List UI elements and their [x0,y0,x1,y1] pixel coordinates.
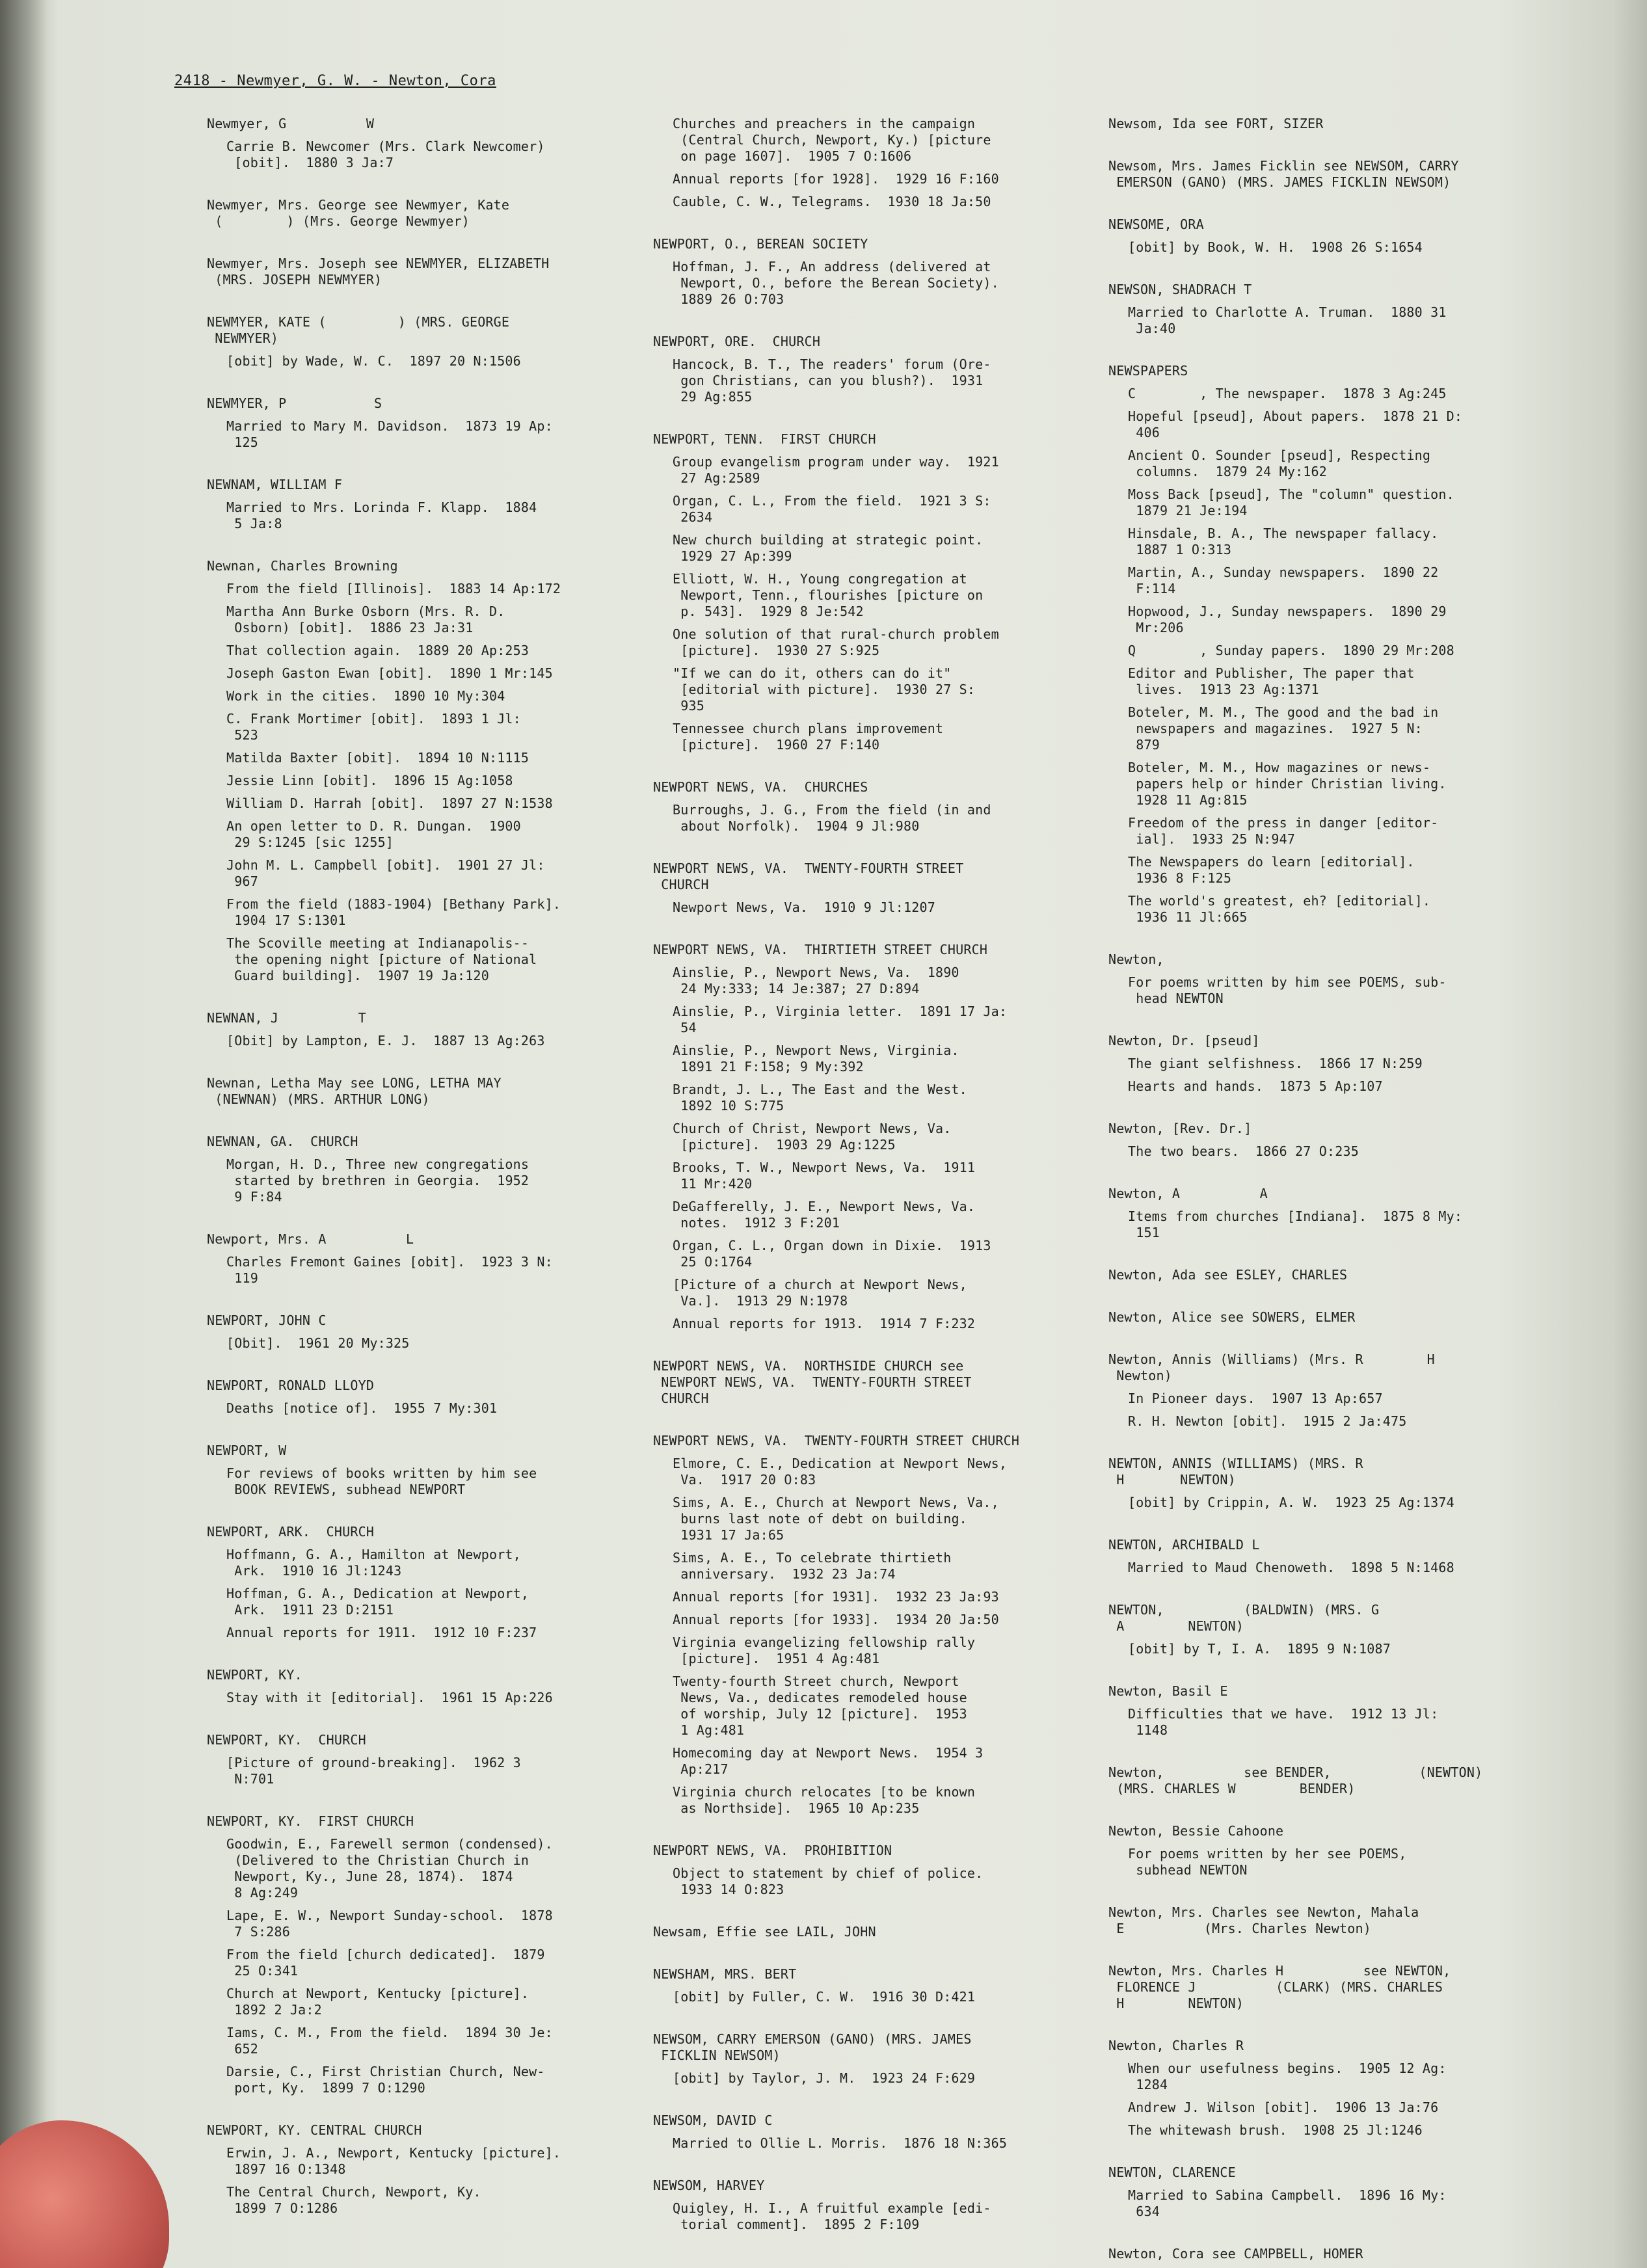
index-entry [207,1813,656,2096]
entry-heading: Newsam, Effie see LAIL, JOHN [653,1924,876,1940]
citation-line: Elmore, C. E., Dedication at Newport News, Va. 1917 20 O:83 [673,1456,1008,1488]
citation-line: Annual reports [for 1928]. 1929 16 F:160 [673,171,999,187]
citation-line: The Central Church, Newport, Ky. 1899 7 O:1286 [226,2184,481,2216]
index-entry [207,1443,656,1498]
citation-line: Brooks, T. W., Newport News, Va. 1911 11 Mr:420 [673,1160,976,1192]
book-spine-shadow [0,0,46,2268]
index-entry [1108,1823,1577,1878]
index-entry [1108,2246,1577,2262]
citation-line: Jessie Linn [obit]. 1896 15 Ag:1058 [226,773,513,788]
citation-line: Ainslie, P., Newport News, Va. 1890 24 My:333; 14 Je:387; 27 D:894 [673,965,959,996]
index-entry [653,236,1108,308]
citation-line: Martin, A., Sunday newspapers. 1890 22 F:114 [1128,565,1439,596]
index-entry [653,1924,1108,1940]
citation-line: The Scoville meeting at Indianapolis-- the opening night [picture of National Guard building]. 1907 19 Ja:120 [226,935,537,983]
index-entry [653,1966,1108,2005]
citation-line: C. Frank Mortimer [obit]. 1893 1 Jl: 523 [226,711,521,743]
index-column-1 [207,116,656,2217]
citation-line: Virginia evangelizing fellowship rally [picture]. 1951 4 Ag:481 [673,1634,976,1666]
citation-line: Ancient O. Sounder [pseud], Respecting columns. 1879 24 My:162 [1128,447,1431,479]
index-entry [207,1378,656,1417]
entry-heading: NEWPORT NEWS, VA. CHURCHES [653,779,868,795]
entry-heading: NEWSOM, CARRY EMERSON (GANO) (MRS. JAMES FICKLIN NEWSOM) [653,2031,972,2063]
citation-line: Tennessee church plans improvement [picture]. 1960 27 F:140 [673,721,944,753]
entry-heading: Newton, Mrs. Charles see Newton, Mahala E (Mrs. Charles Newton) [1108,1904,1419,1936]
citation-line: William D. Harrah [obit]. 1897 27 N:1538 [226,795,553,811]
citation-line: Married to Charlotte A. Truman. 1880 31 Ja:40 [1128,304,1447,336]
index-column-2 [653,116,1108,2233]
index-entry [653,2178,1108,2233]
citation-line: Married to Mary M. Davidson. 1873 19 Ap: 125 [226,418,553,450]
entry-heading: NEWNAM, WILLIAM F [207,477,343,492]
index-entry [1108,1309,1577,1326]
citation-line: Married to Sabina Campbell. 1896 16 My: 634 [1128,2187,1447,2219]
citation-line: Hopeful [pseud], About papers. 1878 21 D: 406 [1128,408,1463,440]
citation-line: Boteler, M. M., How magazines or news- papers help or hinder Christian living. 1928 11 Ag:815 [1128,760,1447,808]
citation-line: For reviews of books written by him see BOOK REVIEWS, subhead NEWPORT [226,1465,537,1497]
entry-heading: Newton, Ada see ESLEY, CHARLES [1108,1267,1348,1283]
citation-line: Boteler, M. M., The good and the bad in newspapers and magazines. 1927 5 N: 879 [1128,704,1439,753]
citation-line: Virginia church relocates [to be known as Northside]. 1965 10 Ap:235 [673,1784,976,1816]
index-entry [1108,1602,1577,1657]
entry-heading: NEWSOM, HARVEY [653,2178,765,2193]
citation-line: When our usefulness begins. 1905 12 Ag: 1284 [1128,2061,1447,2092]
index-entry [207,116,656,171]
citation-line: Churches and preachers in the campaign (Central Church, Newport, Ky.) [picture on page 1607]. 1905 7 O:1606 [673,116,991,164]
index-entry [207,1231,656,1287]
index-entry [653,1433,1108,1817]
entry-heading: Newton, Dr. [pseud] [1108,1033,1260,1048]
citation-line: Q , Sunday papers. 1890 29 Mr:208 [1128,643,1454,658]
entry-heading: NEWPORT, KY. CENTRAL CHURCH [207,2122,422,2138]
citation-line: Married to Ollie L. Morris. 1876 18 N:365 [673,2135,1008,2151]
citation-line: Sims, A. E., To celebrate thirtieth anniversary. 1932 23 Ja:74 [673,1550,952,1582]
citation-line: From the field [church dedicated]. 1879 25 O:341 [226,1947,545,1979]
citation-line: Organ, C. L., Organ down in Dixie. 1913 25 O:1764 [673,1238,991,1270]
entry-heading: NEWPORT, KY. [207,1667,302,1683]
citation-line: Charles Fremont Gaines [obit]. 1923 3 N: 119 [226,1254,553,1286]
index-entry [207,477,656,532]
citation-line: The two bears. 1866 27 O:235 [1128,1143,1359,1159]
citation-line: [obit] by Book, W. H. 1908 26 S:1654 [1128,239,1423,255]
index-entry [1108,1963,1577,2012]
entry-heading: Newton, A A [1108,1186,1268,1201]
citation-line: [obit] by Crippin, A. W. 1923 25 Ag:1374 [1128,1495,1454,1510]
page-header: 2418 - Newmyer, G. W. - Newton, Cora [174,73,496,89]
citation-line: The Newspapers do learn [editorial]. 1936 8 F:125 [1128,854,1415,886]
citation-line: Hearts and hands. 1873 5 Ap:107 [1128,1078,1383,1094]
citation-line: Homecoming day at Newport News. 1954 3 Ap:217 [673,1745,984,1777]
citation-line: Freedom of the press in danger [editor- ial]. 1933 25 N:947 [1128,815,1439,847]
entry-heading: NEWSON, SHADRACH T [1108,282,1252,297]
index-entry [207,1524,656,1641]
index-entry [1108,952,1577,1007]
citation-line: Annual reports for 1911. 1912 10 F:237 [226,1625,537,1640]
index-entry [1108,2165,1577,2220]
citation-line: Andrew J. Wilson [obit]. 1906 13 Ja:76 [1128,2100,1439,2115]
citation-line: Editor and Publisher, The paper that lives. 1913 23 Ag:1371 [1128,665,1415,697]
entry-heading: Newton, see BENDER, (NEWTON) (MRS. CHARLES W BENDER) [1108,1765,1483,1796]
index-entry [1108,1267,1577,1283]
index-entry [207,314,656,369]
citation-line: DeGafferelly, J. E., Newport News, Va. notes. 1912 3 F:201 [673,1199,976,1231]
citation-line: Object to statement by chief of police. 1933 14 O:823 [673,1865,984,1897]
entry-heading: NEWSOME, ORA [1108,217,1204,232]
citation-line: The world's greatest, eh? [editorial]. 1936 11 Jl:665 [1128,893,1431,925]
entry-heading: NEWTON, ANNIS (WILLIAMS) (MRS. R H NEWTON) [1108,1456,1363,1488]
citation-line: [obit] by T, I. A. 1895 9 N:1087 [1128,1641,1391,1657]
citation-line: [obit] by Wade, W. C. 1897 20 N:1506 [226,353,521,369]
citation-line: Work in the cities. 1890 10 My:304 [226,688,505,704]
index-entry [653,116,1108,210]
entry-heading: Newport, Mrs. A L [207,1231,414,1247]
citation-line: [obit] by Taylor, J. M. 1923 24 F:629 [673,2070,976,2086]
entry-heading: Newnan, Charles Browning [207,558,398,574]
citation-line: In Pioneer days. 1907 13 Ap:657 [1128,1391,1383,1406]
citation-line: Carrie B. Newcomer (Mrs. Clark Newcomer) [obit]. 1880 3 Ja:7 [226,139,545,170]
entry-heading: NEWPORT, TENN. FIRST CHURCH [653,431,876,447]
citation-line: Moss Back [pseud], The "column" question. 1879 21 Je:194 [1128,487,1454,518]
citation-line: [obit] by Fuller, C. W. 1916 30 D:421 [673,1989,976,2005]
citation-line: Hoffmann, G. A., Hamilton at Newport, Ark. 1910 16 Jl:1243 [226,1547,521,1579]
entry-heading: NEWSOM, DAVID C [653,2113,773,2128]
reader-thumb [0,2120,169,2268]
entry-heading: Newmyer, Mrs. George see Newmyer, Kate ( ) (Mrs. George Newmyer) [207,197,510,229]
entry-heading: NEWPORT, ORE. CHURCH [653,334,821,349]
citation-line: That collection again. 1889 20 Ap:253 [226,643,529,658]
index-entry [1108,158,1577,191]
index-entry [207,256,656,288]
citation-line: [Obit]. 1961 20 My:325 [226,1335,410,1351]
index-entry [207,395,656,451]
index-entry [1108,1456,1577,1511]
citation-line: Martha Ann Burke Osborn (Mrs. R. D. Osborn) [obit]. 1886 23 Ja:31 [226,604,505,635]
citation-line: Organ, C. L., From the field. 1921 3 S: 2634 [673,493,991,525]
citation-line: [Picture of ground-breaking]. 1962 3 N:701 [226,1755,521,1787]
index-entry [1108,116,1577,132]
citation-line: Married to Maud Chenoweth. 1898 5 N:1468 [1128,1560,1454,1575]
index-entry [653,431,1108,753]
citation-line: Brandt, J. L., The East and the West. 1892 10 S:775 [673,1082,967,1114]
index-entry [207,558,656,984]
index-entry [207,1134,656,1205]
citation-line: Hancock, B. T., The readers' forum (Ore- gon Christians, can you blush?). 1931 29 Ag:855 [673,356,991,405]
index-entry [207,1667,656,1706]
citation-line: Elliott, W. H., Young congregation at Newport, Tenn., flourishes [picture on p. 543]. 1929 8 Je:542 [673,571,984,619]
citation-line: C , The newspaper. 1878 3 Ag:245 [1128,386,1447,401]
citation-line: Deaths [notice of]. 1955 7 My:301 [226,1400,498,1416]
index-entry [653,779,1108,834]
entry-heading: Newsom, Mrs. James Ficklin see NEWSOM, CARRY EMERSON (GANO) (MRS. JAMES FICKLIN NEWSOM) [1108,158,1459,190]
entry-heading: Newmyer, Mrs. Joseph see NEWMYER, ELIZABETH (MRS. JOSEPH NEWMYER) [207,256,550,287]
entry-heading: NEWTON, (BALDWIN) (MRS. G A NEWTON) [1108,1602,1380,1634]
index-entry [1108,1033,1577,1095]
entry-heading: Newnan, Letha May see LONG, LETHA MAY (NEWNAN) (MRS. ARTHUR LONG) [207,1075,502,1107]
entry-heading: NEWPORT, ARK. CHURCH [207,1524,375,1540]
citation-line: Married to Mrs. Lorinda F. Klapp. 1884 5 Ja:8 [226,500,537,531]
citation-line: Annual reports [for 1931]. 1932 23 Ja:93 [673,1589,999,1605]
citation-line: Hinsdale, B. A., The newspaper fallacy. 1887 1 O:313 [1128,526,1439,557]
citation-line: Iams, C. M., From the field. 1894 30 Je: 652 [226,2025,553,2057]
index-entry [207,1075,656,1108]
index-entry [653,1843,1108,1898]
entry-heading: NEWSHAM, MRS. BERT [653,1966,797,1982]
index-entry [207,1732,656,1787]
index-entry [1108,1683,1577,1739]
citation-line: Newport News, Va. 1910 9 Jl:1207 [673,900,935,915]
citation-line: Morgan, H. D., Three new congregations started by brethren in Georgia. 1952 9 F:84 [226,1156,529,1205]
entry-heading: NEWPORT, JOHN C [207,1313,327,1328]
entry-heading: NEWPORT NEWS, VA. PROHIBITION [653,1843,892,1858]
index-entry [207,1313,656,1352]
entry-heading: Newton, Annis (Williams) (Mrs. R H Newton) [1108,1352,1435,1383]
citation-line: Difficulties that we have. 1912 13 Jl: 1148 [1128,1706,1439,1738]
citation-line: [Obit] by Lampton, E. J. 1887 13 Ag:263 [226,1033,545,1048]
citation-line: Cauble, C. W., Telegrams. 1930 18 Ja:50 [673,194,991,209]
index-entry [653,334,1108,405]
index-entry [1108,363,1577,926]
entry-heading: Newton, Mrs. Charles H see NEWTON, FLORENCE J (CLARK) (MRS. CHARLES H NEWTON) [1108,1963,1451,2011]
citation-line: John M. L. Campbell [obit]. 1901 27 Jl: 967 [226,857,545,889]
citation-line: Hoffman, J. F., An address (delivered at Newport, O., before the Berean Society). 1889 26 O:703 [673,259,999,307]
entry-heading: Newton, Cora see CAMPBELL, HOMER [1108,2246,1363,2261]
citation-line: Erwin, J. A., Newport, Kentucky [picture]. 1897 16 O:1348 [226,2145,561,2177]
citation-line: Joseph Gaston Ewan [obit]. 1890 1 Mr:145 [226,665,553,681]
index-entry [653,2031,1108,2087]
index-column-3 [1108,116,1577,2262]
index-entry [1108,1765,1577,1797]
index-entry [1108,1352,1577,1430]
citation-line: Quigley, H. I., A fruitful example [edi- torial comment]. 1895 2 F:109 [673,2200,991,2232]
entry-heading: NEWNAN, J T [207,1010,366,1026]
entry-heading: Newmyer, G W [207,116,375,131]
citation-line: "If we can do it, others can do it" [editorial with picture]. 1930 27 S: 935 [673,665,976,714]
citation-line: Stay with it [editorial]. 1961 15 Ap:226 [226,1690,553,1705]
citation-line: One solution of that rural-church problem [picture]. 1930 27 S:925 [673,626,999,658]
citation-line: [Picture of a church at Newport News, Va.]. 1913 29 N:1978 [673,1277,967,1309]
citation-line: From the field (1883-1904) [Bethany Park]. 1904 17 S:1301 [226,896,561,928]
index-entry [653,861,1108,916]
entry-heading: NEWNAN, GA. CHURCH [207,1134,358,1149]
citation-line: Lape, E. W., Newport Sunday-school. 1878 7 S:286 [226,1908,553,1940]
index-entry [1108,1121,1577,1160]
entry-heading: NEWPORT NEWS, VA. NORTHSIDE CHURCH see NEWPORT NEWS, VA. TWENTY-FOURTH STREET CHURCH [653,1358,972,1406]
citation-line: Group evangelism program under way. 1921 27 Ag:2589 [673,454,999,486]
entry-heading: NEWPORT NEWS, VA. TWENTY-FOURTH STREET CHURCH [653,861,964,892]
index-entry [1108,1186,1577,1241]
entry-heading: Newton, Basil E [1108,1683,1228,1699]
entry-heading: Newton, [1108,952,1164,967]
citation-line: Ainslie, P., Virginia letter. 1891 17 Ja: 54 [673,1004,1008,1035]
citation-line: From the field [Illinois]. 1883 14 Ap:172 [226,581,561,596]
citation-line: Darsie, C., First Christian Church, New- port, Ky. 1899 7 O:1290 [226,2064,545,2096]
citation-line: For poems written by her see POEMS, subhead NEWTON [1128,1846,1407,1878]
citation-line: Ainslie, P., Newport News, Virginia. 1891 21 F:158; 9 My:392 [673,1043,959,1074]
citation-line: Annual reports for 1913. 1914 7 F:232 [673,1316,976,1331]
citation-line: Burroughs, J. G., From the field (in and about Norfolk). 1904 9 Jl:980 [673,802,991,834]
index-entry [1108,217,1577,256]
citation-line: Twenty-fourth Street church, Newport News, Va., dedicates remodeled house of worship, July 12 [picture]. 1953 1 Ag:481 [673,1674,967,1738]
index-entry [653,942,1108,1332]
index-entry [1108,1537,1577,1576]
citation-line: An open letter to D. R. Dungan. 1900 29 S:1245 [sic 1255] [226,818,521,850]
citation-line: Matilda Baxter [obit]. 1894 10 N:1115 [226,750,529,766]
citation-line: New church building at strategic point. 1929 27 Ap:399 [673,532,984,564]
citation-line: The whitewash brush. 1908 25 Jl:1246 [1128,2122,1423,2138]
citation-line: Hoffman, G. A., Dedication at Newport, Ark. 1911 23 D:2151 [226,1586,529,1618]
citation-line: For poems written by him see POEMS, sub- head NEWTON [1128,974,1447,1006]
citation-line: Hopwood, J., Sunday newspapers. 1890 29 Mr:206 [1128,604,1447,635]
entry-heading: NEWPORT NEWS, VA. TWENTY-FOURTH STREET CHURCH [653,1433,1020,1448]
citation-line: Goodwin, E., Farewell sermon (condensed). (Delivered to the Christian Church in Newport, Ky., June 28, 1874). 1874 8 Ag:249 [226,1836,553,1901]
entry-heading: NEWSPAPERS [1108,363,1188,379]
entry-heading: NEWTON, ARCHIBALD L [1108,1537,1260,1553]
citation-line: Sims, A. E., Church at Newport News, Va., burns last note of debt on building. 1931 17 Ja:65 [673,1495,999,1543]
entry-heading: Newsom, Ida see FORT, SIZER [1108,116,1324,131]
entry-heading: NEWPORT, W [207,1443,287,1458]
citation-line: R. H. Newton [obit]. 1915 2 Ja:475 [1128,1413,1407,1429]
entry-heading: Newton, Charles R [1108,2038,1244,2053]
entry-heading: Newton, Bessie Cahoone [1108,1823,1284,1839]
index-entry [207,2122,656,2217]
entry-heading: NEWPORT, KY. CHURCH [207,1732,366,1748]
index-entry [1108,282,1577,337]
entry-heading: NEWPORT, KY. FIRST CHURCH [207,1813,414,1829]
citation-line: The giant selfishness. 1866 17 N:259 [1128,1056,1423,1071]
index-entry [207,1010,656,1049]
citation-line: Annual reports [for 1933]. 1934 20 Ja:50 [673,1612,999,1627]
entry-heading: NEWPORT, RONALD LLOYD [207,1378,375,1393]
citation-line: Items from churches [Indiana]. 1875 8 My: 151 [1128,1208,1463,1240]
entry-heading: Newton, Alice see SOWERS, ELMER [1108,1309,1356,1325]
index-entry [207,197,656,230]
entry-heading: NEWMYER, P S [207,395,382,411]
entry-heading: NEWTON, CLARENCE [1108,2165,1236,2180]
entry-heading: NEWPORT NEWS, VA. THIRTIETH STREET CHURCH [653,942,988,957]
index-entry [1108,1904,1577,1937]
citation-line: Church at Newport, Kentucky [picture]. 1892 2 Ja:2 [226,1986,529,2018]
entry-heading: Newton, [Rev. Dr.] [1108,1121,1252,1136]
entry-heading: NEWMYER, KATE ( ) (MRS. GEORGE NEWMYER) [207,314,510,346]
citation-line: Church of Christ, Newport News, Va. [picture]. 1903 29 Ag:1225 [673,1121,952,1153]
index-entry [653,1358,1108,1407]
entry-heading: NEWPORT, O., BEREAN SOCIETY [653,236,868,252]
index-entry [1108,2038,1577,2139]
index-entry [653,2113,1108,2152]
